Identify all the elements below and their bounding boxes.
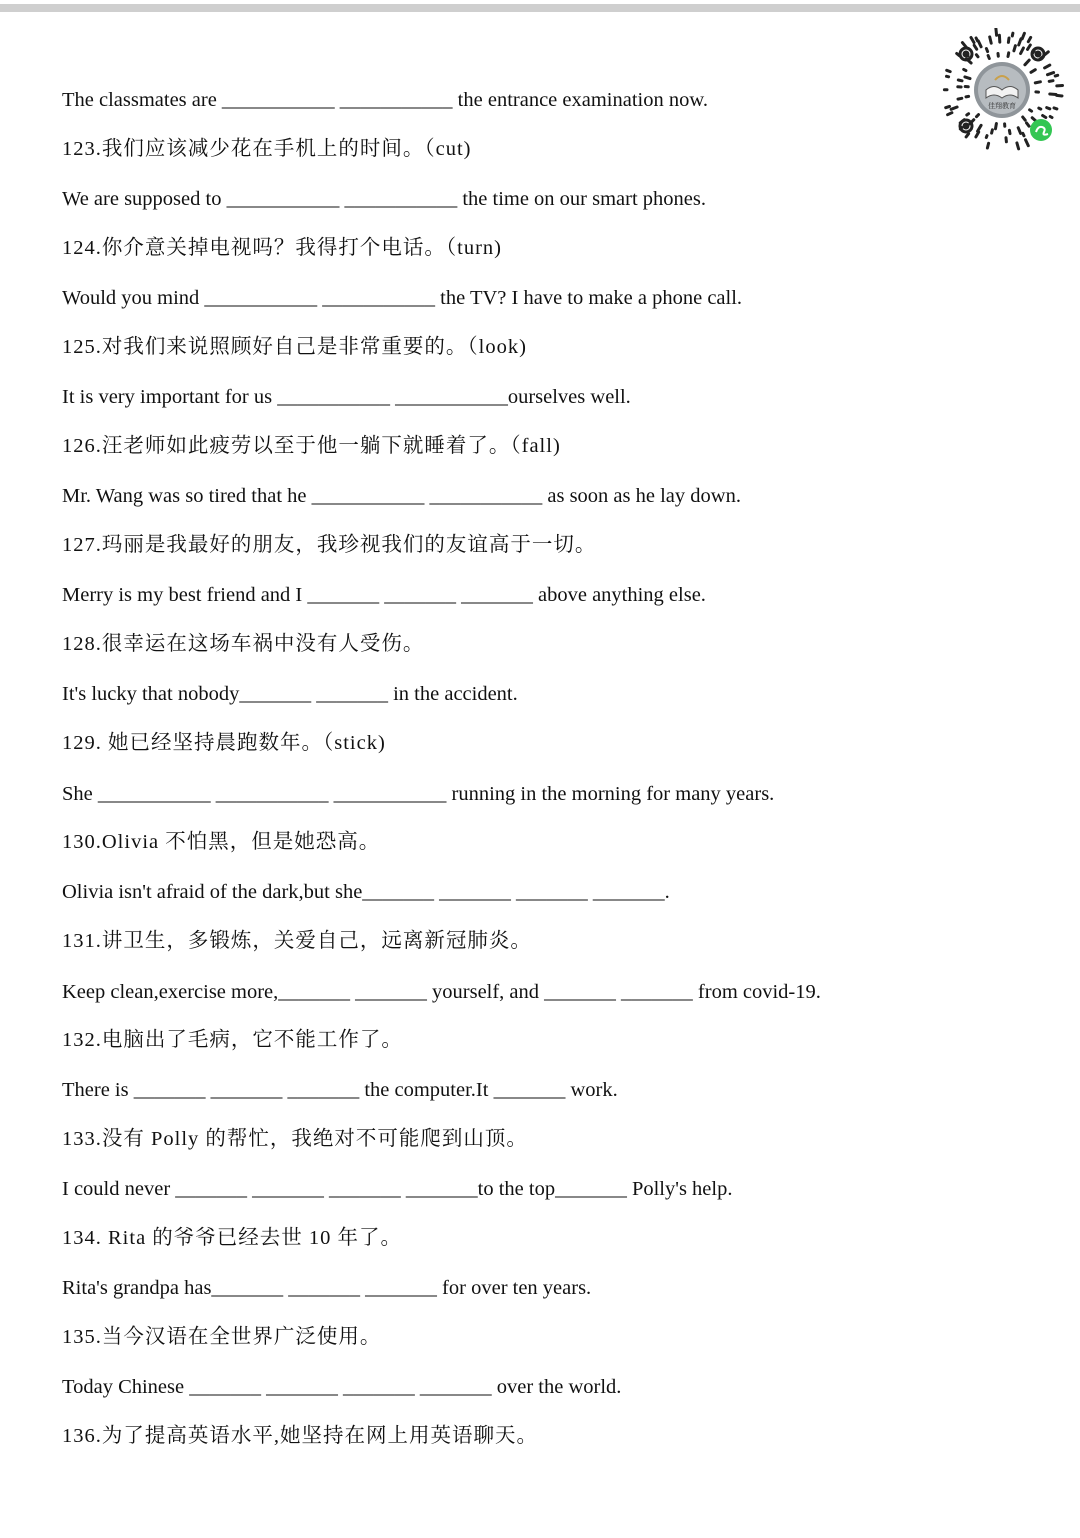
qr-dash	[976, 38, 977, 41]
chinese-prompt-line: 123.我们应该减少花在手机上的时间。（cut)	[62, 138, 472, 160]
qr-dash	[951, 107, 957, 109]
qr-dash	[987, 143, 988, 148]
qr-dash	[1048, 73, 1054, 75]
qr-finder-dot	[1036, 52, 1040, 56]
qr-dash	[965, 77, 970, 79]
chinese-prompt-line: 130.Olivia 不怕黑，但是她恐高。	[62, 831, 381, 853]
qr-dash	[978, 125, 982, 131]
chinese-prompt-line: 136.为了提高英语水平,她坚持在网上用英语聊天。	[62, 1425, 538, 1447]
qr-dash	[1049, 81, 1053, 82]
qr-dash	[1035, 82, 1040, 83]
english-blank-line: She ___________ ___________ ___________ running in the morning for many years.	[62, 783, 775, 805]
qr-dash	[958, 80, 962, 81]
qr-dash	[977, 115, 979, 117]
chinese-prompt-line: 124.你介意关掉电视吗？我得打个电话。（turn)	[62, 237, 502, 259]
english-blank-line: We are supposed to ___________ ___________ the time on our smart phones.	[62, 188, 707, 210]
qr-dash	[990, 37, 992, 43]
qr-dash	[1027, 123, 1030, 126]
chinese-prompt-line: 132.电脑出了毛病，它不能工作了。	[62, 1029, 403, 1051]
mini-program-qr-code	[940, 28, 1064, 152]
english-blank-line: Mr. Wang was so tired that he ___________ ___________ as soon as he lay down.	[62, 485, 741, 507]
qr-dash	[978, 41, 981, 47]
qr-dash	[971, 38, 974, 43]
english-blank-line: It's lucky that nobody_______ _______ in the accident.	[62, 683, 518, 705]
qr-dash	[1043, 116, 1046, 118]
qr-dash	[964, 69, 966, 70]
english-blank-line: The classmates are ___________ ___________ the entrance examination now.	[62, 89, 708, 111]
english-blank-line: Merry is my best friend and I _______ _______ _______ above anything else.	[62, 584, 706, 606]
qr-dash	[1047, 108, 1050, 109]
chinese-prompt-line: 133.没有 Polly 的帮忙，我绝对不可能爬到山顶。	[62, 1128, 528, 1150]
qr-dash	[1039, 108, 1041, 109]
english-blank-line: Would you mind ___________ ___________ the TV? I have to make a phone call.	[62, 287, 743, 309]
qr-dash	[976, 55, 978, 57]
qr-dash	[986, 49, 987, 52]
english-blank-line: Rita's grandpa has_______ _______ _______ for over ten years.	[62, 1277, 592, 1299]
qr-dash	[1050, 94, 1056, 95]
chinese-prompt-line: 134. Rita 的爷爷已经去世 10 年了。	[62, 1227, 403, 1249]
qr-dash	[1019, 39, 1021, 45]
qr-dash	[1009, 130, 1010, 133]
qr-dash	[1057, 95, 1062, 96]
qr-finder-dot	[964, 52, 968, 56]
chinese-prompt-line: 129. 她已经坚持晨跑数年。（stick)	[62, 732, 386, 754]
qr-dash	[1026, 140, 1029, 146]
qr-dash	[1028, 37, 1030, 41]
qr-dash	[1014, 46, 1016, 51]
english-blank-line: It is very important for us ___________ ___________ourselves well.	[62, 386, 631, 408]
qr-dash	[1023, 117, 1025, 120]
qr-dash	[1045, 65, 1050, 68]
qr-finder-dot	[964, 124, 968, 128]
qr-dash	[967, 114, 969, 115]
qr-dash	[1008, 38, 1009, 42]
chinese-prompt-line: 127.玛丽是我最好的朋友，我珍视我们的友谊高于一切。	[62, 534, 597, 556]
qr-dash	[1025, 60, 1029, 65]
qr-dash	[947, 76, 949, 77]
qr-dash	[1023, 133, 1024, 136]
qr-dash	[976, 132, 979, 137]
chinese-prompt-line: 135.当今汉语在全世界广泛使用。	[62, 1326, 382, 1348]
qr-dash	[1050, 117, 1052, 118]
english-blank-line: There is _______ _______ _______ the computer.It _______ work.	[62, 1079, 618, 1101]
qr-dash	[996, 124, 997, 129]
qr-dash	[966, 96, 969, 97]
qr-dash	[1017, 143, 1019, 149]
english-blank-line: Olivia isn't afraid of the dark,but she_______ _______ _______ _______.	[62, 881, 670, 903]
qr-dash	[1018, 128, 1020, 134]
mini-program-icon	[1030, 119, 1052, 141]
english-blank-line: Today Chinese _______ _______ _______ _______ over the world.	[62, 1376, 622, 1398]
qr-dash	[1012, 33, 1013, 36]
top-border-bar	[0, 4, 1080, 12]
qr-dash	[1021, 48, 1024, 54]
chinese-prompt-line: 131.讲卫生，多锻炼，关爱自己，远离新冠肺炎。	[62, 930, 532, 952]
qr-dash	[948, 113, 952, 115]
qr-dash	[1028, 45, 1031, 49]
english-blank-line: I could never _______ _______ _______ _______to the top_______ Polly's help.	[62, 1178, 733, 1200]
chinese-prompt-line: 126.汪老师如此疲劳以至于他一躺下就睡着了。（fall)	[62, 435, 561, 457]
chinese-prompt-line: 128.很幸运在这场车祸中没有人受伤。	[62, 633, 425, 655]
qr-dash	[1022, 33, 1024, 39]
qr-dash	[986, 136, 987, 138]
english-blank-line: Keep clean,exercise more,_______ _______ yourself, and _______ _______ from covid-19.	[62, 981, 821, 1003]
chinese-prompt-line: 125.对我们来说照顾好自己是非常重要的。（look)	[62, 336, 527, 358]
qr-dash	[996, 29, 997, 36]
qr-label: 佳翔教育	[988, 102, 1016, 110]
qr-dash	[966, 134, 969, 137]
qr-dash	[988, 56, 989, 59]
qr-dash	[958, 98, 962, 99]
qr-dash	[1054, 108, 1057, 109]
qr-dash	[1008, 53, 1009, 57]
qr-dash	[992, 130, 993, 133]
qr-dash	[946, 106, 950, 107]
qr-dash	[1055, 75, 1058, 76]
qr-dash	[974, 45, 977, 49]
qr-dash	[1030, 110, 1032, 111]
qr-dash	[1031, 70, 1035, 73]
qr-dash	[947, 70, 951, 71]
